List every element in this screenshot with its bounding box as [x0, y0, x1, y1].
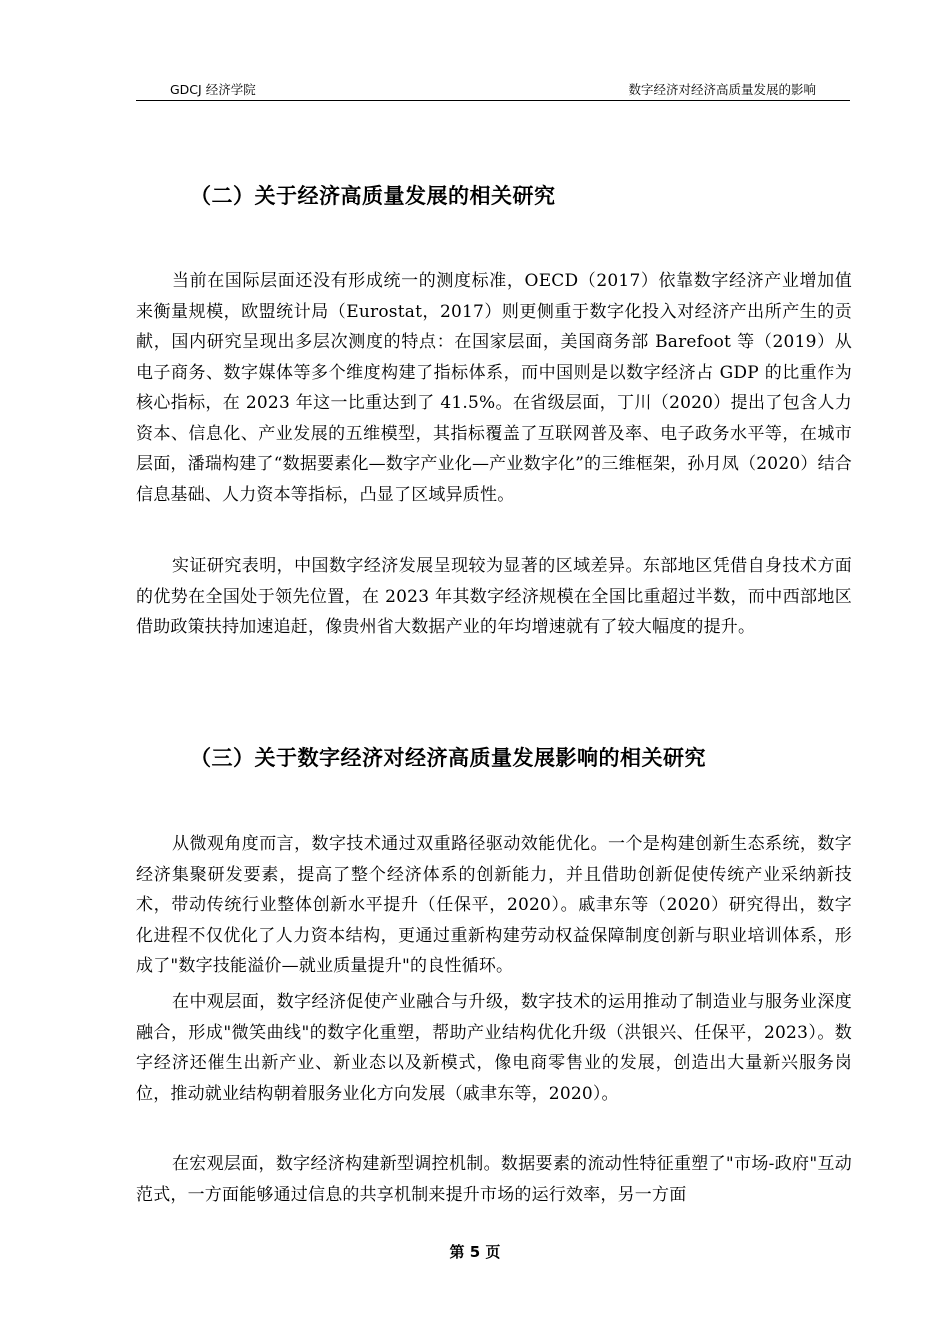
section-3-paragraph-1: 从微观角度而言，数字技术通过双重路径驱动效能优化。一个是构建创新生态系统，数字经济集聚研发要素，提高了整个经济体系的创新能力，并且借助创新促使传统产业采纳新技术，带动传统行业整体创新水平提升（任保平，2020）。戚聿东等（2020）研究得出，数字化进程不仅优化了人力资本结构，更通过重新构建劳动权益保障制度创新与职业培训体系，形成了"数字技能溢价—就业质量提升"的良性循环。 [136, 834, 852, 976]
section-2-paragraph-1: 当前在国际层面还没有形成统一的测度标准，OECD（2017）依靠数字经济产业增加值来衡量规模，欧盟统计局（Eurostat，2017）则更侧重于数字化投入对经济产出所产生的贡献，国内研究呈现出多层次测度的特点：在国家层面，美国商务部 Barefoot 等（2019）从电子商务、数字媒体等多个维度构建了指标体系，而中国则是以数字经济占 GDP 的比重作为核心指标，在 2023 年这一比重达到了 41.5%。在省级层面，丁川（2020）提出了包含人力资本、信息化、产业发展的五维模型，其指标覆盖了互联网普及率、电子政务水平等，在城市层面，潘瑞构建了“数据要素化—数字产业化—产业数字化”的三维框架，孙月凤（2020）结合信息基础、人力资本等指标，凸显了区域异质性。 [136, 271, 852, 505]
section-2-paragraph-2: 实证研究表明，中国数字经济发展呈现较为显著的区域差异。东部地区凭借自身技术方面的优势在全国处于领先位置，在 2023 年其数字经济规模在全国比重超过半数，而中西部地区借助政策扶持加速追赶，像贵州省大数据产业的年均增速就有了较大幅度的提升。 [136, 556, 852, 637]
header-right-text: 数字经济对经济高质量发展的影响 [628, 82, 816, 97]
page-header [136, 78, 850, 101]
section-heading-2: （二）关于经济高质量发展的相关研究 [190, 184, 556, 208]
section-heading-3: （三）关于数字经济对经济高质量发展影响的相关研究 [190, 746, 706, 770]
section-3-paragraph-2: 在中观层面，数字经济促使产业融合与升级，数字技术的运用推动了制造业与服务业深度融合，形成"微笑曲线"的数字化重塑，帮助产业结构优化升级（洪银兴、任保平，2023）。数字经济还催生出新产业、新业态以及新模式，像电商零售业的发展，创造出大量新兴服务岗位，推动就业结构朝着服务业化方向发展（戚聿东等，2020）。 [136, 992, 852, 1104]
header-left-text: GDCJ 经济学院 [170, 82, 256, 97]
page-number: 第 5 页 [449, 1243, 501, 1261]
section-3-paragraph-3: 在宏观层面，数字经济构建新型调控机制。数据要素的流动性特征重塑了"市场-政府"互动范式，一方面能够通过信息的共享机制来提升市场的运行效率，另一方面 [136, 1154, 852, 1205]
